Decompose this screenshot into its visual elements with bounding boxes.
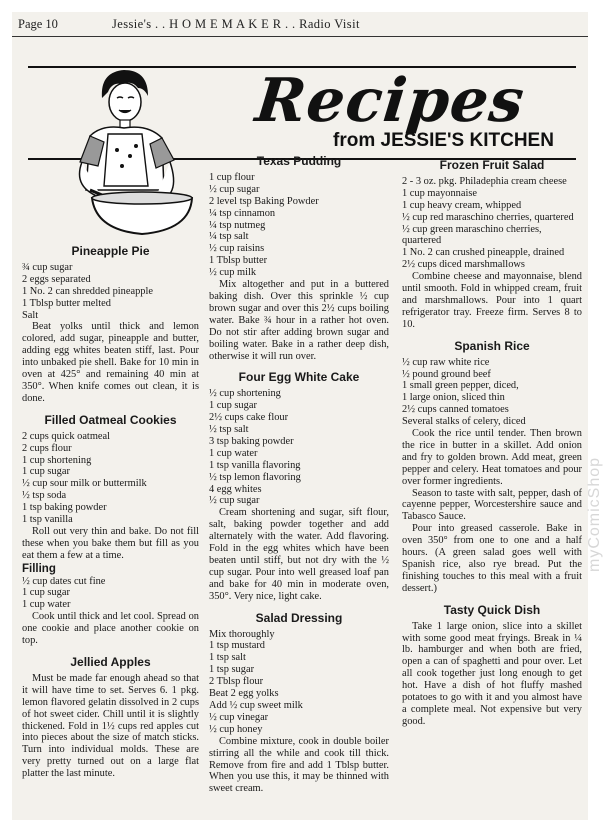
ingredient-item: 1 Tblsp butter melted [22,297,111,309]
ingredient-item: 2 Tblsp flour [209,676,264,688]
ingredient-item: 1 tsp salt [209,652,246,664]
ingredient-item: 2 cups flour [22,442,72,454]
banner-subtitle: from JESSIE'S KITCHEN [333,130,554,151]
recipe-title: Four Egg White Cake [238,370,360,385]
column-left [22,246,199,780]
recipe-title: Jellied Apples [70,655,151,669]
ingredient-item: ½ cup sugar [209,495,260,507]
recipe-directions: Mix altogether and put in a buttered baking dish. Over this sprinkle ½ cup brown sugar and over this 2½ cups boiling water. Bake ¾ hour in a rather hot oven. Do not stir after adding brown sugar and boiling water. Bake in a rather deep dish, otherwise it will run over. [209,279,389,362]
ingredient-item: ½ cup dates cut fine [22,575,106,587]
ingredient-item: ½ tsp soda [22,490,67,502]
recipe-directions: Take 1 large onion, slice into a skillet with some good meat fryings. Break in ¼ lb. hamburger and when both are fried, open a can of spaghetti and pour over. Let all cook together just long enough to get hot. Have a dish of hot fluffy mashed potatoes to go with it and you almost have a complete meal. Not expensive but very good. [402,620,582,727]
banner-script-title: Recipes [252,66,528,136]
ingredient-item: 1 tsp vanilla [22,514,73,526]
ingredient-list [402,176,582,271]
ingredient-item: 2½ cups canned tomatoes [402,404,509,416]
ingredient-item: 1 cup water [22,599,71,611]
ingredient-item: 1 Tblsp butter [209,255,268,267]
ingredient-item: ½ pound ground beef [402,368,491,380]
column-middle [209,156,389,795]
ingredient-list [209,388,389,507]
header-rule [12,36,588,37]
ingredient-item: ½ cup milk [209,267,257,279]
ingredient-list [209,172,389,279]
ingredient-item: 2 level tsp Baking Powder [209,195,319,207]
recipe-directions: Cook until thick and let cool. Spread on one cookie and place another cookie on top. [22,611,199,647]
recipe-directions: Roll out very thin and bake. Do not fill these when you bake them but fill as you eat them a few at a time. [22,525,199,561]
running-header [12,12,588,36]
ingredient-item: ½ tsp salt [209,424,249,436]
ingredient-list [402,357,582,428]
ingredient-item: 1 tsp vanilla flavoring [209,459,301,471]
recipe-title: Pineapple Pie [71,244,150,258]
recipe-section [402,338,582,595]
filling-subtitle: Filling [22,562,56,575]
ingredient-item: Salt [22,309,39,321]
ingredient-item: 1 tsp baking powder [22,502,107,514]
ingredient-item: ½ cup sour milk or buttermilk [22,478,147,490]
ingredient-item: 1 cup shortening [22,454,92,466]
recipe-directions: Combine cheese and mayonnaise, blend until smooth. Fold in whipped cream, fruit and marshmallows. Pour into 1 quart refrigerator tray. Freeze firm. Serves 8 to 10. [402,271,582,330]
ingredient-item: ¼ tsp nutmeg [209,219,266,231]
ingredient-item: 1 No. 2 can shredded pineapple [22,285,153,297]
recipe-directions: Cream shortening and sugar, sift flour, salt, baking powder together and add alternately with the water. Add flavoring. Fold in the egg whites which have been beaten until stiff, but not dry with the ½ cup sugar. Pour into well greased loaf pan and bake for 40 min in moderate oven, 350°. Very nice, light cake. [209,507,389,602]
recipe-title: Frozen Fruit Salad [439,158,545,172]
ingredient-list [22,262,199,322]
ingredient-item: 1 tsp mustard [209,640,265,652]
ingredient-item: 2½ cups diced marshmallows [402,259,525,271]
ingredient-item: ½ cup raisins [209,243,265,255]
recipe-directions: Combine mixture, cook in double boiler stirring all the while and cook till thick. Remove from fire and add 1 Tblsp butter. When you use this, it may be thinned with sweet cream. [209,735,389,795]
recipe-directions: Beat yolks until thick and lemon colored, add sugar, pineapple and butter, adding egg whites beaten stiff, last. Pour into unbaked pie shell. Bake for 10 min in oven at 425° and remaining 40 min at 350°. When knife comes out clean, it is done. [22,321,199,404]
recipe-directions: Must be made far enough ahead so that it will have time to set. Serves 6. 1 pkg. lemon flavored gelatin dissolved in 2 cups of hot sweet cider. Chill until it is slightly thickened. Fold in 1½ cups red apples cut into pieces about the size of match sticks. Turn into individual molds. These are very pretty turned out on a large flat platter the last minute. [22,672,199,780]
recipe-section [209,372,389,602]
ingredient-item: ½ cup sugar [209,183,260,195]
ingredient-item: 1 cup mayonnaise [402,187,478,199]
ingredient-list [209,629,389,736]
ingredient-item: 1 cup sugar [22,466,70,478]
ingredient-item: ½ cup honey [209,723,263,735]
recipe-directions: Season to taste with salt, pepper, dash of cayenne pepper, Worcestershire sauce and Tabasco Sauce. [402,487,582,523]
ingredient-item: 2 eggs separated [22,273,91,285]
ingredient-item: Several stalks of celery, diced [402,416,526,428]
cook-mixing-bowl-illustration [42,58,202,236]
ingredient-item: 1 cup sugar [22,587,70,599]
ingredient-item: 4 egg whites [209,483,262,495]
ingredient-item: 2 - 3 oz. pkg. Philadephia cream cheese [402,175,567,187]
ingredient-item: 1 cup water [209,447,258,459]
recipe-section [22,412,199,647]
ingredient-item: 1 small green pepper, diced, [402,380,519,392]
ingredient-item: ½ cup vinegar [209,711,269,723]
ingredient-item: Add ½ cup sweet milk [209,699,303,711]
ingredient-list [22,431,199,526]
ingredient-item: 3 tsp baking powder [209,435,294,447]
recipe-title: Salad Dressing [255,610,343,625]
recipe-directions: Cook the rice until tender. Then brown the rice in butter in a skillet. Add onion and fry to golden brown. Add meat, green pepper and celery. Heat tomatoes and pour over former ingredients. [402,428,582,487]
ingredient-item: 1 cup heavy cream, whipped [402,199,522,211]
ingredient-item: 1 No. 2 can crushed pineapple, drained [402,247,565,259]
column-right [402,160,582,728]
ingredient-item: 1 tsp sugar [209,664,255,676]
ingredient-item: ¼ tsp cinnamon [209,207,276,219]
recipe-section [22,246,199,405]
ingredient-item: 2 cups quick oatmeal [22,430,111,442]
recipe-section [402,160,582,331]
ingredient-item: ¾ cup sugar [22,261,73,273]
ingredient-item: 1 cup sugar [209,400,257,412]
ingredient-item: ½ cup green maraschino cherries, quartered [402,223,542,247]
ingredient-item: 1 large onion, sliced thin [402,392,505,404]
ingredient-item: ½ cup shortening [209,388,281,400]
ingredient-item: ¼ tsp salt [209,231,249,243]
filling-ingredient-list [22,576,199,612]
recipe-section [22,657,199,780]
page-number: Page 10 [18,17,58,31]
magazine-page [12,12,603,820]
ingredient-item: Mix thoroughly [209,628,275,640]
recipe-section [209,156,389,362]
ingredient-item: ½ cup red maraschino cherries, quartered [402,211,574,223]
recipe-title: Tasty Quick Dish [443,602,541,617]
ingredient-item: ½ cup raw white rice [402,356,490,368]
ingredient-item: 1 cup flour [209,171,255,183]
recipe-section [402,602,582,728]
recipe-section [209,610,389,796]
watermark: myComicShop [586,456,603,572]
recipe-title: Spanish Rice [454,338,530,353]
ingredient-item: Beat 2 egg yolks [209,688,279,700]
recipe-title: Filled Oatmeal Cookies [44,412,177,427]
publication-title: Jessie's . . H O M E M A K E R . . Radio Visit [112,17,360,31]
ingredient-item: ½ tsp lemon flavoring [209,471,301,483]
recipe-title: Texas Pudding [256,154,342,168]
recipe-directions: Pour into greased casserole. Bake in oven 350° from one to one and a half hours. (A green salad goes well with Spanish rice, also rye bread. Put the finishing touches to this meal with a fruit dessert.) [402,523,582,594]
ingredient-item: 2½ cups cake flour [209,412,289,424]
